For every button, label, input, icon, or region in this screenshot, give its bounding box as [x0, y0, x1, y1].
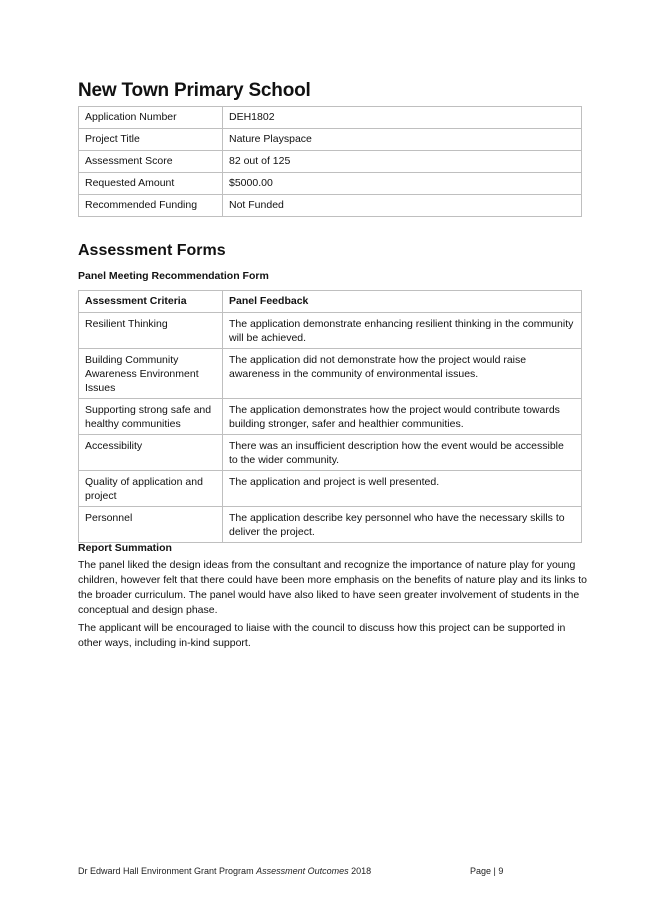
feedback-cell: The application did not demonstrate how the project would raise awareness in the community of environmental issues. [223, 349, 582, 399]
table-row [79, 507, 582, 543]
info-value: DEH1802 [223, 107, 582, 129]
criteria-cell: Personnel [79, 507, 223, 543]
info-value: 82 out of 125 [223, 151, 582, 173]
criteria-cell: Resilient Thinking [79, 313, 223, 349]
table-row [79, 195, 582, 217]
feedback-cell: The application demonstrates how the project would contribute towards building stronger, safer and healthier communities. [223, 399, 582, 435]
feedback-cell: The application demonstrate enhancing resilient thinking in the community will be achieved. [223, 313, 582, 349]
info-label: Assessment Score [79, 151, 223, 173]
criteria-cell: Quality of application and project [79, 471, 223, 507]
feedback-cell: There was an insufficient description how the event would be accessible to the wider community. [223, 435, 582, 471]
page-number: Page | 9 [470, 866, 504, 876]
info-value: $5000.00 [223, 173, 582, 195]
info-label: Application Number [79, 107, 223, 129]
feedback-cell: The application describe key personnel who have the necessary skills to deliver the project. [223, 507, 582, 543]
application-info-table [78, 106, 582, 217]
column-header-criteria: Assessment Criteria [79, 291, 223, 313]
table-row [79, 435, 582, 471]
info-label: Requested Amount [79, 173, 223, 195]
table-row [79, 173, 582, 195]
table-row [79, 399, 582, 435]
assessment-table [78, 290, 582, 543]
table-row [79, 471, 582, 507]
footer-program-name: Dr Edward Hall Environment Grant Program [78, 866, 257, 876]
footer-year: 2018 [348, 866, 372, 876]
form-title: Panel Meeting Recommendation Form [78, 270, 269, 282]
footer-document-title: Assessment Outcomes [256, 866, 349, 876]
summation-body [78, 558, 592, 654]
summation-paragraph: The applicant will be encouraged to liaise with the council to discuss how this project can be supported in other ways, including in-kind support. [78, 622, 566, 649]
feedback-cell: The application and project is well presented. [223, 471, 582, 507]
column-header-feedback: Panel Feedback [223, 291, 582, 313]
info-label: Recommended Funding [79, 195, 223, 217]
table-row [79, 349, 582, 399]
criteria-cell: Supporting strong safe and healthy communities [79, 399, 223, 435]
school-title: New Town Primary School [78, 80, 311, 101]
table-row [79, 107, 582, 129]
assessment-forms-heading: Assessment Forms [78, 242, 226, 259]
criteria-cell: Building Community Awareness Environment Issues [79, 349, 223, 399]
table-row [79, 313, 582, 349]
info-value: Not Funded [223, 195, 582, 217]
info-label: Project Title [79, 129, 223, 151]
table-header-row [79, 291, 582, 313]
summation-heading: Report Summation [78, 542, 172, 554]
info-value: Nature Playspace [223, 129, 582, 151]
table-row [79, 151, 582, 173]
footer-program [78, 866, 371, 876]
table-row [79, 129, 582, 151]
criteria-cell: Accessibility [79, 435, 223, 471]
summation-paragraph: The panel liked the design ideas from the consultant and recognize the importance of nature play for young children, however felt that there could have been more emphasis on the benefits of nature play and its links to the broader curriculum. The panel would have also liked to have seen greater involvement of students in the conceptual and design phase. [78, 559, 587, 616]
